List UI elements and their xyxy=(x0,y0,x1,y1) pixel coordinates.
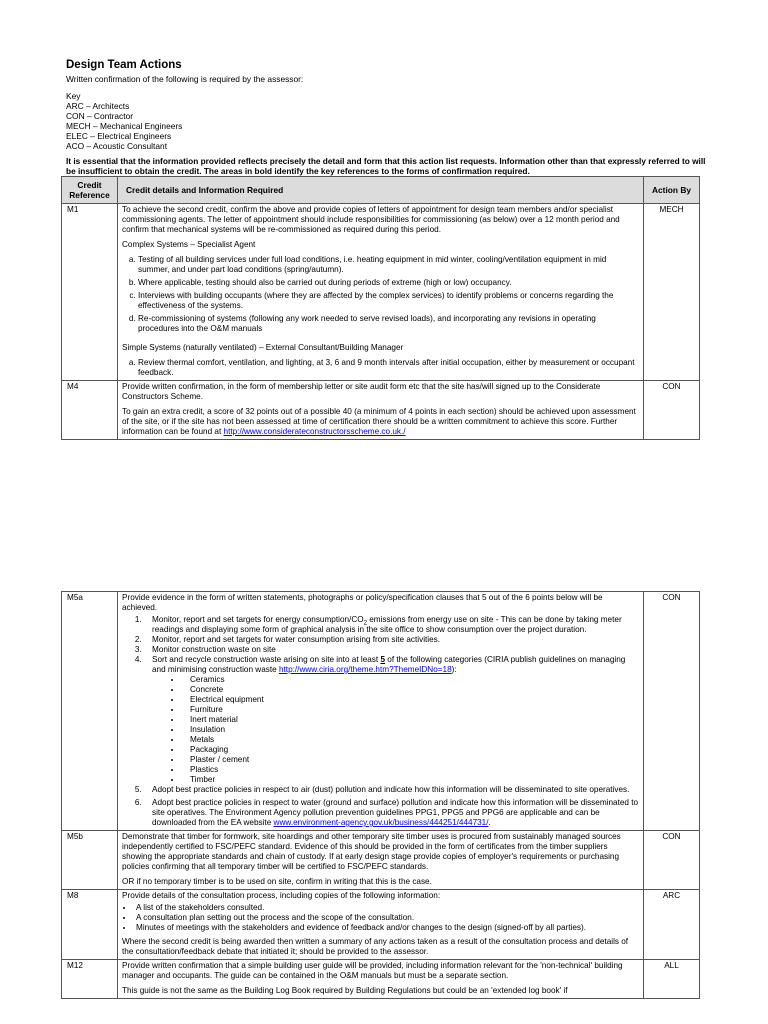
paragraph: Provide written confirmation, in the form of membership letter or site audit form etc that the site has/will signed up to the Considerate Constructors Scheme. xyxy=(122,382,601,401)
action-by: ALL xyxy=(644,960,700,999)
consultation-list xyxy=(122,903,639,933)
waste-item: • Packaging xyxy=(182,745,639,755)
credit-ref: M4 xyxy=(62,381,118,440)
actions-table-2 xyxy=(61,591,700,999)
waste-item: • Furniture xyxy=(182,705,639,715)
credit-details xyxy=(118,960,644,999)
subheading: Complex Systems – Specialist Agent xyxy=(122,240,256,249)
paragraph: Provide written confirmation that a simple building user guide will be provided, including information relevant for the 'non-technical' building manager and occupants. The guide can be contained in the O&M manuals but must be a separate section. xyxy=(122,961,623,980)
subheading: Simple Systems (naturally ventilated) – External Consultant/Building Manager xyxy=(122,343,404,352)
list-item: 3. Monitor construction waste on site xyxy=(144,645,639,655)
credit-ref: M8 xyxy=(62,890,118,960)
waste-item: • Plastics xyxy=(182,765,639,775)
action-by: ARC xyxy=(644,890,700,960)
action-by: MECH xyxy=(644,204,700,381)
environment-agency-link[interactable]: www.environment-agency.gov.uk/business/444251/444731/ xyxy=(273,818,489,827)
action-by: CON xyxy=(644,831,700,890)
paragraph: To achieve the second credit, confirm the above and provide copies of letters of appointment for design team members and/or specialist commissioning agents. The letter of appointment should include responsibilities for commissioning (as below) over a 12 month period and confirm that mechanical systems will be re-commissioned as required during this period. xyxy=(122,205,620,234)
paragraph: OR if no temporary timber is to be used on site, confirm in writing that this is the case. xyxy=(122,877,432,886)
list-item: a. Review thermal comfort, ventilation, and lighting, at 3, 6 and 9 month intervals after initial occupation, either by measurement or occupant feedback. xyxy=(138,358,639,378)
table-header-row xyxy=(62,177,700,204)
key-item: ACO – Acoustic Consultant xyxy=(66,141,168,151)
paragraph: Where the second credit is being awarded then written a summary of any actions taken as a result of the consultation process and details of the consultation/feedback debate that initiated it; should be provided to the assessor. xyxy=(122,937,629,956)
waste-item: • Concrete xyxy=(182,685,639,695)
list-item: a. Testing of all building services under full load conditions, i.e. heating equipment in mid winter, cooling/ventilation equipment in mid summer, and under part load conditions (spring/autumn). xyxy=(138,255,639,275)
list-item: d. Re-commissioning of systems (following any work needed to serve revised loads), and incorporating any revisions in operating procedures into the O&M manuals xyxy=(138,314,639,334)
col-header-details: Credit details and Information Required xyxy=(118,177,644,204)
paragraph: Demonstrate that timber for formwork, site hoardings and other temporary site timber uses is procured from sustainably managed sources independently certified to FSC/PEFC standard. Evidence of this should be provided in the form of certificates from the timber suppliers showing the appropriate standards and chain of custody. If at early design stage provide copies of employer's requirements or purchasing policies confirming that all temporary timber will be certified to FSC/PEFC standards. xyxy=(122,832,621,871)
paragraph: To gain an extra credit, a score of 32 points out of a possible 40 (a minimum of 4 points in each section) should be achieved upon assessment of the site, or if the site has not been assessed at time of certification there should be a written commitment to achieve this score. Further information can be found at http://www.considerateconstructorsscheme.co.uk./ xyxy=(122,407,636,436)
simple-list xyxy=(122,358,639,378)
table-row xyxy=(62,592,700,831)
key-item: CON – Contractor xyxy=(66,111,134,121)
waste-categories xyxy=(152,675,639,785)
credit-details xyxy=(118,592,644,831)
list-item: 5. Adopt best practice policies in respect to air (dust) pollution and indicate how this information will be disseminated to site operatives. xyxy=(144,785,639,795)
key-item: MECH – Mechanical Engineers xyxy=(66,121,183,131)
action-by: CON xyxy=(644,381,700,440)
page-title: Design Team Actions xyxy=(66,59,182,71)
list-item: 4. Sort and recycle construction waste arising on site into at least 5 of the following categories (CIRIA publish guidelines on managing and minimising construction waste http://www.ciria.org/theme.htm?ThemeIDNo=18): • Ceramics • Concrete • Electrical equipment • Furniture • Inert material • Insulation • Metals • Packaging • Plaster / cement • Plastics • Timber xyxy=(144,655,639,785)
col-header-ref: Credit Reference xyxy=(62,177,118,204)
actions-table-1 xyxy=(61,176,700,440)
list-item: 6. Adopt best practice policies in respect to water (ground and surface) pollution and indicate how this information will be disseminated to site operatives. The Environment Agency pollution prevention guidelines PPG1, PPG5 and PPG6 are applicable and can be downloaded from the EA website www.environment-agency.gov.uk/business/444251/444731/. xyxy=(144,798,639,828)
table-row xyxy=(62,890,700,960)
credit-details xyxy=(118,381,644,440)
intro-text: Written confirmation of the following is required by the assessor: xyxy=(66,74,304,84)
table-row xyxy=(62,831,700,890)
key-item: ELEC – Electrical Engineers xyxy=(66,131,172,141)
credit-details xyxy=(118,890,644,960)
waste-item: • Inert material xyxy=(182,715,639,725)
credit-ref: M12 xyxy=(62,960,118,999)
credit-ref: M5a xyxy=(62,592,118,831)
table-row xyxy=(62,381,700,440)
action-by: CON xyxy=(644,592,700,831)
waste-item: • Insulation xyxy=(182,725,639,735)
col-header-action: Action By xyxy=(644,177,700,204)
paragraph: This guide is not the same as the Building Log Book required by Building Regulations but could be an 'extended log book' if xyxy=(122,986,568,995)
paragraph: Provide details of the consultation process, including copies of the following information: xyxy=(122,891,441,900)
paragraph: Provide evidence in the form of written statements, photographs or policy/specification clauses that 5 out of the 6 points below will be achieved. xyxy=(122,593,603,612)
list-item: b. Where applicable, testing should also be carried out during periods of extreme (high or low) occupancy. xyxy=(138,278,639,288)
credit-ref: M5b xyxy=(62,831,118,890)
considerate-constructors-link[interactable]: http://www.considerateconstructorsscheme.co.uk./ xyxy=(223,427,406,436)
list-item: • A list of the stakeholders consulted. xyxy=(134,903,639,913)
key-label: Key xyxy=(66,91,81,101)
complex-list xyxy=(122,255,639,334)
waste-item: • Plaster / cement xyxy=(182,755,639,765)
list-item: 2. Monitor, report and set targets for water consumption arising from site activities. xyxy=(144,635,639,645)
waste-item: • Timber xyxy=(182,775,639,785)
table-row xyxy=(62,204,700,381)
list-item: c. Interviews with building occupants (where they are affected by the complex services) to identify problems or concerns regarding the effectiveness of the systems. xyxy=(138,291,639,311)
waste-item: • Ceramics xyxy=(182,675,639,685)
waste-item: • Metals xyxy=(182,735,639,745)
credit-ref: M1 xyxy=(62,204,118,381)
waste-item: • Electrical equipment xyxy=(182,695,639,705)
list-item: 1. Monitor, report and set targets for energy consumption/$CO_2$ emissions from energy use on site - This can be done by taking meter readings and displaying some form of graphical analysis in the site office to show consumption over the project duration. xyxy=(144,615,639,635)
credit-details xyxy=(118,204,644,381)
points-list xyxy=(122,615,639,828)
essential-notice: It is essential that the information provided reflects precisely the detail and form that this action list requests. Information other than that expressly referred to will be insufficient to obtain the credit. The areas in bold identify the key references to the forms of confirmation required. xyxy=(66,156,706,176)
list-item: • A consultation plan setting out the process and the scope of the consultation. xyxy=(134,913,639,923)
table-row xyxy=(62,960,700,999)
list-item: • Minutes of meetings with the stakeholders and evidence of feedback and/or changes to the design (signed-off by all parties). xyxy=(134,923,639,933)
key-item: ARC – Architects xyxy=(66,101,130,111)
credit-details xyxy=(118,831,644,890)
ciria-link[interactable]: http://www.ciria.org/theme.htm?ThemeIDNo=18 xyxy=(278,665,452,674)
